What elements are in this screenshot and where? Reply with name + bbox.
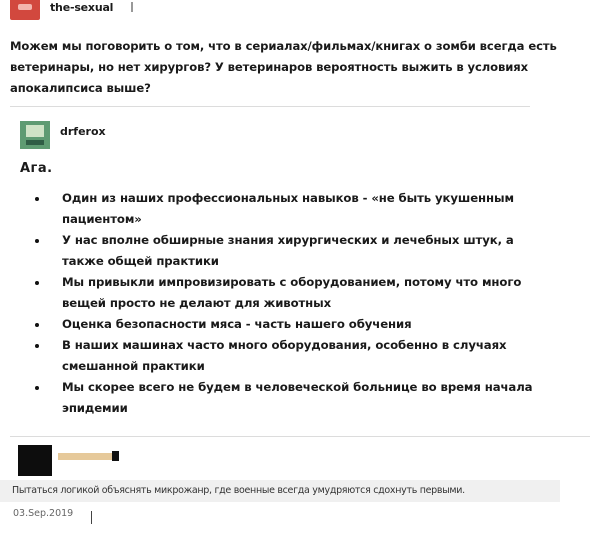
divider (10, 436, 590, 437)
bullet-icon (35, 239, 39, 243)
bullet-icon (35, 323, 39, 327)
post-username[interactable]: the-sexual (50, 1, 114, 14)
reply-avatar[interactable] (20, 121, 50, 149)
list-item: Оценка безопасности мяса - часть нашего обучения (20, 314, 540, 335)
redacted-username (58, 453, 112, 460)
comment-text: Пытаться логикой объяснять микрожанр, где военные всегда умудряются сдохнуть первыми. (12, 485, 465, 496)
list-item: В наших машинах часто много оборудования, особенно в случаях смешанной практики (20, 335, 540, 377)
bullet-icon (35, 344, 39, 348)
follow-separator (131, 2, 133, 12)
list-item: Мы привыкли импровизировать с оборудованием, потому что много вещей просто не делают для животных (20, 272, 540, 314)
list-item: У нас вполне обширные знания хирургических и лечебных штук, а также общей практики (20, 230, 540, 272)
divider (10, 106, 530, 107)
redaction-mark (112, 451, 119, 461)
comment-date: 03.Sep.2019 (13, 508, 74, 519)
user-avatar[interactable] (10, 0, 40, 20)
bullet-icon (35, 197, 39, 201)
bullet-icon (35, 386, 39, 390)
commenter-avatar[interactable] (18, 445, 52, 476)
list-item: Мы скорее всего не будем в человеческой больнице во время начала эпидемии (20, 377, 540, 419)
list-item: Один из наших профессиональных навыков - «не быть укушенным пациентом» (20, 188, 540, 230)
reply-username[interactable]: drferox (60, 125, 106, 138)
bullet-icon (35, 281, 39, 285)
text-cursor (91, 511, 92, 524)
reply-bullet-list (20, 188, 540, 419)
post-text: Можем мы поговорить о том, что в сериалах/фильмах/книгах о зомби всегда есть ветеринары, но нет хирургов? У ветеринаров вероятность выжить в условиях апокалипсиса выше? (10, 39, 557, 95)
reply-intro: Ага. (20, 161, 53, 176)
